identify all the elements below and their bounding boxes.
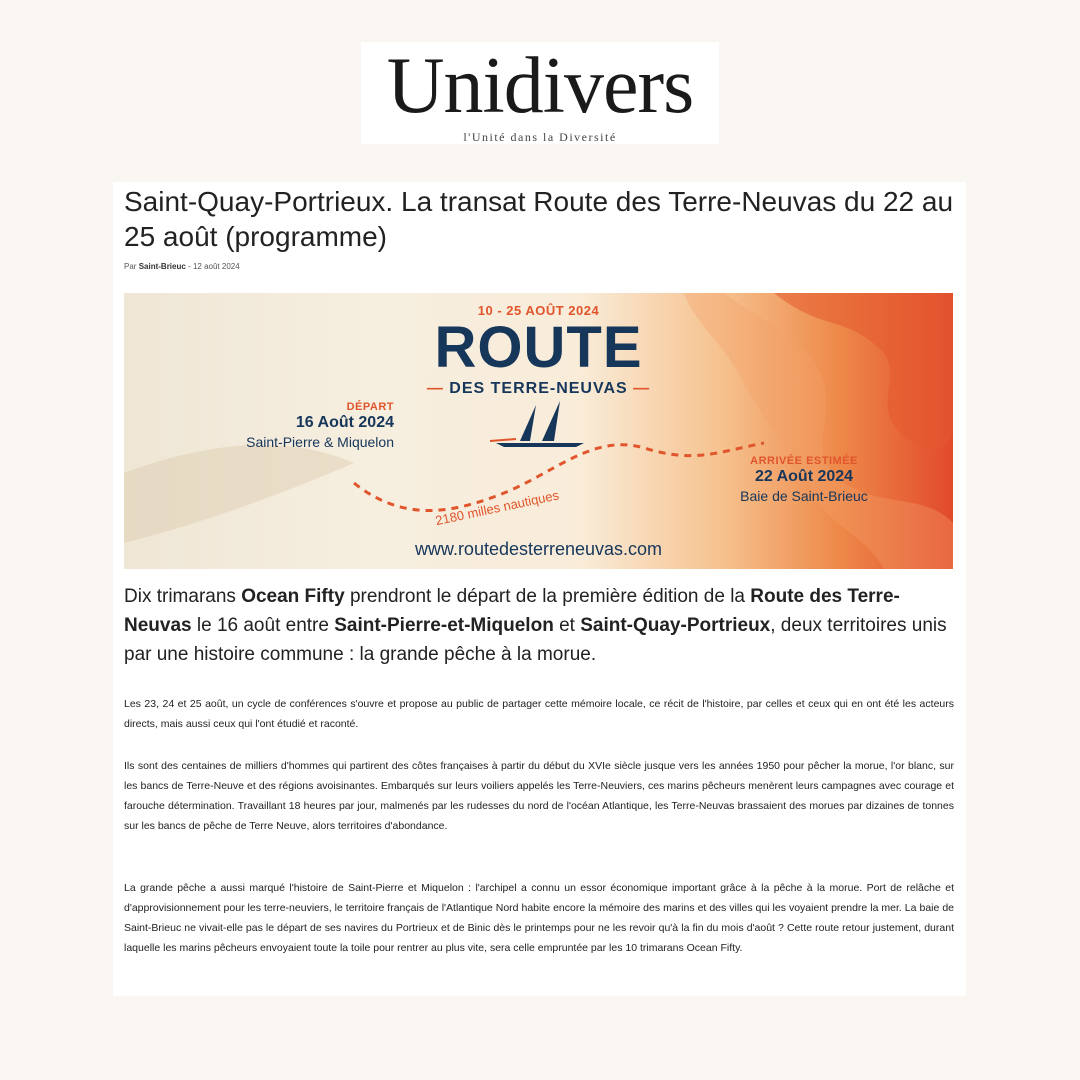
banner-distance: 2180 milles nautiques [434, 487, 561, 529]
lead-text-2: prendront le départ de la première édition de la [344, 586, 751, 607]
article-paragraph: La grande pêche a aussi marqué l'histoire de Saint-Pierre et Miquelon : l'archipel a connu un essor économique important grâce à la pêche à la morue. Port de relâche et d'approvisionnement pour les terre-neuviers, le territoire français de l'Atlantique Nord habite encore la mémoire des marins et des villes qui les voyaient prendre la mer. La baie de Saint-Brieuc ne vivait-elle pas le départ de ses navires du Portrieux et de Binic dès le printemps pour ne les revoir qu'à la fin du mois d'août ? Cette route retour justement, durant laquelle les marins pêcheurs envoyaient toute la toile pour rentrer au plus vite, sera celle empruntée par les 10 trimarans Ocean Fifty. [124, 882, 954, 954]
article-headline: Saint-Quay-Portrieux. La transat Route des Terre-Neuvas du 22 au 25 août (programme) [124, 186, 954, 252]
departure-label: DÉPART [346, 401, 394, 413]
byline-author-link[interactable]: Saint-Brieuc [138, 262, 186, 271]
article-lead [124, 582, 954, 669]
banner-departure [164, 401, 394, 451]
banner-arrival [704, 455, 904, 505]
lead-bold-2: Route des Terre-Neuvas [124, 586, 900, 636]
banner-title: ROUTE [434, 315, 643, 380]
departure-date: 16 Août 2024 [295, 414, 394, 431]
arrival-date: 22 Août 2024 [754, 468, 854, 485]
lead-text-4: et [553, 615, 581, 636]
logo-tagline: l'Unité dans la Diversité [463, 130, 617, 144]
arrival-label: ARRIVÉE ESTIMÉE [750, 455, 858, 467]
site-logo[interactable] [361, 42, 719, 144]
arrival-place: Baie de Saint-Brieuc [740, 488, 868, 504]
departure-place: Saint-Pierre & Miquelon [246, 434, 394, 450]
byline-prefix: Par [124, 262, 137, 271]
banner-subtitle: — DES TERRE-NEUVAS — [426, 380, 651, 397]
lead-bold-4: Saint-Quay-Portrieux [580, 615, 771, 636]
banner-dates: 10 - 25 AOÛT 2024 [477, 303, 600, 318]
lead-text-5: , deux territoires unis par une histoire commune : la grande pêche à la morue. [124, 615, 947, 665]
article-card [113, 182, 966, 996]
article-paragraph: Les 23, 24 et 25 août, un cycle de conférences s'ouvre et propose au public de partager cette mémoire locale, ce récit de l'histoire, par celles et ceux qui en ont été les acteurs directs, mais aussi ceux qui l'ont étudié et raconté. [124, 698, 954, 730]
logo-title: Unidivers [386, 42, 694, 130]
article-banner-image [124, 293, 953, 569]
article-paragraph: Ils sont des centaines de milliers d'hommes qui partirent des côtes françaises à partir du début du XVIe siècle jusque vers les années 1950 pour pêcher la morue, l'or blanc, sur les bancs de Terre-Neuve et des régions avoisinantes. Embarqués sur leurs voiliers appelés les Terre-Neuviers, ces marins pêcheurs menèrent leurs campagnes avec courage et farouche détermination. Travaillant 18 heures par jour, malmenés par les rudesses du nord de l'océan Atlantique, les Terre-Neuvas brassaient des morues par dizaines de tonnes sur les bancs de pêche de Terre Neuve, alors territoires d'abondance. [124, 760, 954, 832]
banner-url: www.routedesterreneuvas.com [414, 539, 663, 559]
article-byline [124, 262, 240, 271]
lead-text-1: Dix trimarans [124, 586, 242, 607]
lead-text-3: le 16 août entre [191, 615, 335, 636]
lead-bold-3: Saint-Pierre-et-Miquelon [334, 615, 554, 636]
byline-separator: - [188, 262, 191, 271]
byline-date: 12 août 2024 [192, 262, 240, 271]
banner-subtitle-text: DES TERRE-NEUVAS [449, 380, 628, 397]
lead-bold-1: Ocean Fifty [241, 586, 345, 607]
sailboat-icon [490, 401, 584, 447]
